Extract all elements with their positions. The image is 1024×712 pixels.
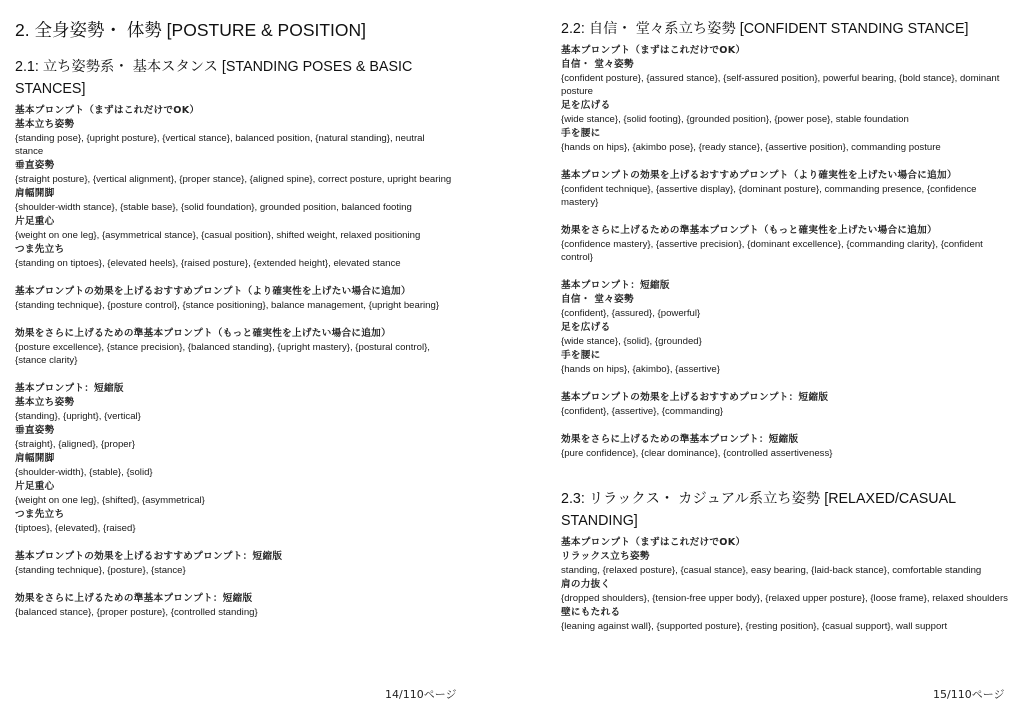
item-label: 壁にもたれる — [561, 607, 621, 618]
section-title: 2.2: 自信・ 堂々系立ち姿勢 [CONFIDENT STANDING STANCE] — [561, 21, 969, 37]
recommended-text: {confident technique}, {assertive display}, {dominant posture}, commanding presence, {confidence mastery} — [561, 184, 977, 208]
item-label: 基本立ち姿勢 — [15, 119, 75, 130]
short-further-heading: 効果をさらに上げるための準基本プロンプト：短縮版 — [15, 593, 253, 604]
page-content — [561, 0, 1016, 634]
short-heading: 基本プロンプト：短縮版 — [15, 383, 124, 394]
item-label: 足を広げる — [561, 322, 611, 333]
recommended-text: {standing technique}, {posture control}, {stance positioning}, balance management, {upright bearing} — [15, 300, 440, 311]
item-text: {standing on tiptoes}, {elevated heels}, {raised posture}, {extended height}, elevated stance — [15, 258, 401, 269]
short-further-text: {balanced stance}, {proper posture}, {controlled standing} — [15, 607, 258, 618]
spacer — [15, 313, 455, 327]
item-text: {standing}, {upright}, {vertical} — [15, 411, 141, 422]
item-label: 片足重心 — [15, 216, 55, 227]
item-label: 自信・ 堂々姿勢 — [561, 294, 634, 305]
item-text: standing, {relaxed posture}, {casual stance}, easy bearing, {laid-back stance}, comfortable standing — [561, 565, 982, 576]
item-text: {weight on one leg}, {shifted}, {asymmetrical} — [15, 495, 205, 506]
item-text: {wide stance}, {solid}, {grounded} — [561, 336, 702, 347]
page-content — [15, 0, 455, 620]
spacer — [561, 265, 1016, 279]
item-text: {straight}, {aligned}, {proper} — [15, 439, 136, 450]
spacer — [561, 210, 1016, 224]
short-further-heading: 効果をさらに上げるための準基本プロンプト：短縮版 — [561, 434, 799, 445]
basic-prompt-heading: 基本プロンプト（まずはこれだけでOK） — [561, 45, 746, 56]
further-heading: 効果をさらに上げるための準基本プロンプト（もっと確実性を上げたい場合に追加） — [561, 225, 937, 236]
recommended-heading: 基本プロンプトの効果を上げるおすすめプロンプト（より確実性を上げたい場合に追加） — [561, 170, 957, 181]
section-title: 2.1: 立ち姿勢系・ 基本スタンス [STANDING POSES & BASIC STANCES] — [15, 59, 413, 97]
item-label: 片足重心 — [15, 481, 55, 492]
item-text: {wide stance}, {solid footing}, {grounded position}, {power pose}, stable foundation — [561, 114, 909, 125]
item-label: つま先立ち — [15, 509, 65, 520]
short-recommended-heading: 基本プロンプトの効果を上げるおすすめプロンプト：短縮版 — [15, 551, 283, 562]
item-text: {standing pose}, {upright posture}, {vertical stance}, balanced position, {natural standing}, neutral stance — [15, 133, 425, 157]
short-further-text: {pure confidence}, {clear dominance}, {controlled assertiveness} — [561, 448, 833, 459]
page-number: 15/110ページ — [933, 688, 1005, 701]
item-label: 肩幅開脚 — [15, 188, 55, 199]
item-text: {shoulder-width}, {stable}, {solid} — [15, 467, 153, 478]
spacer — [15, 536, 455, 550]
document-page-15 — [512, 0, 1024, 712]
spacer — [561, 155, 1016, 169]
item-text: {dropped shoulders}, {tension-free upper body}, {relaxed upper posture}, {loose frame}, relaxed shoulders — [561, 593, 1008, 604]
item-text: {hands on hips}, {akimbo}, {assertive} — [561, 364, 720, 375]
item-text: {hands on hips}, {akimbo pose}, {ready stance}, {assertive position}, commanding posture — [561, 142, 941, 153]
item-label: つま先立ち — [15, 244, 65, 255]
spacer — [15, 368, 455, 382]
item-text: {tiptoes}, {elevated}, {raised} — [15, 523, 136, 534]
spacer — [15, 271, 455, 285]
item-label: 肩幅開脚 — [15, 453, 55, 464]
basic-prompt-heading: 基本プロンプト（まずはこれだけでOK） — [15, 105, 200, 116]
short-recommended-text: {standing technique}, {posture}, {stance} — [15, 565, 186, 576]
item-label: リラックス立ち姿勢 — [561, 551, 650, 562]
section-title-2-3: 2.3: リラックス・ カジュアル系立ち姿勢 [RELAXED/CASUAL STANDING] — [561, 491, 956, 529]
item-text: {leaning against wall}, {supported posture}, {resting position}, {casual support}, wall support — [561, 621, 948, 632]
item-label: 垂直姿勢 — [15, 425, 55, 436]
item-label: 手を腰に — [561, 350, 601, 361]
page-number: 14/110ページ — [385, 688, 457, 701]
recommended-heading: 基本プロンプトの効果を上げるおすすめプロンプト（より確実性を上げたい場合に追加） — [15, 286, 411, 297]
item-label: 足を広げる — [561, 100, 611, 111]
further-text: {posture excellence}, {stance precision}, {balanced standing}, {upright mastery}, {postural control}, {stance clarity} — [15, 342, 430, 366]
spacer — [15, 578, 455, 592]
item-text: {confident posture}, {assured stance}, {self-assured position}, powerful bearing, {bold stance}, dominant posture — [561, 73, 1000, 97]
short-recommended-heading: 基本プロンプトの効果を上げるおすすめプロンプト：短縮版 — [561, 392, 829, 403]
further-text: {confidence mastery}, {assertive precision}, {dominant excellence}, {commanding clarity}, {confident control} — [561, 239, 983, 263]
item-label: 自信・ 堂々姿勢 — [561, 59, 634, 70]
item-label: 垂直姿勢 — [15, 160, 55, 171]
item-text: {weight on one leg}, {asymmetrical stance}, {casual position}, shifted weight, relaxed positioning — [15, 230, 421, 241]
basic-prompt-heading: 基本プロンプト（まずはこれだけでOK） — [561, 537, 746, 548]
spacer — [561, 377, 1016, 391]
short-recommended-text: {confident}, {assertive}, {commanding} — [561, 406, 724, 417]
item-label: 肩の力抜く — [561, 579, 611, 590]
item-text: {straight posture}, {vertical alignment}, {proper stance}, {aligned spine}, correct posture, upright bearing — [15, 174, 452, 185]
further-heading: 効果をさらに上げるための準基本プロンプト（もっと確実性を上げたい場合に追加） — [15, 328, 391, 339]
short-heading: 基本プロンプト：短縮版 — [561, 280, 670, 291]
item-text: {confident}, {assured}, {powerful} — [561, 308, 701, 319]
item-text: {shoulder-width stance}, {stable base}, {solid foundation}, grounded position, balanced footing — [15, 202, 412, 213]
item-label: 手を腰に — [561, 128, 601, 139]
spacer — [561, 419, 1016, 433]
chapter-title: 2. 全身姿勢・ 体勢 [POSTURE & POSITION] — [15, 20, 367, 40]
item-label: 基本立ち姿勢 — [15, 397, 75, 408]
